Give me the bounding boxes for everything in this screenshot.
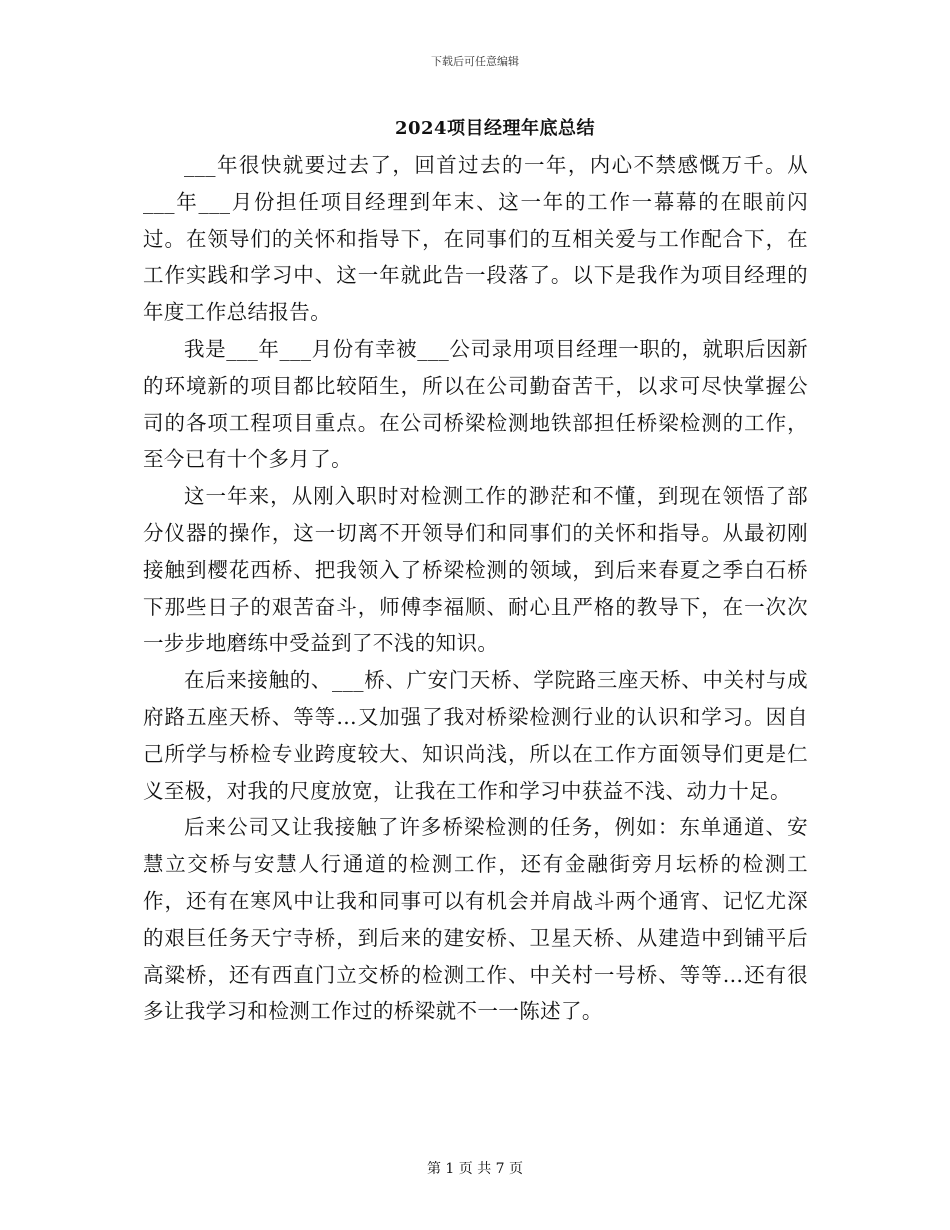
paragraph: ___年很快就要过去了，回首过去的一年，内心不禁感慨万千。从___年___月份担任项目经理到年末、这一年的工作一幕幕的在眼前闪过。在领导们的关怀和指导下，在同事们的互相关爱与工作配合下，在工作实践和学习中、这一年就此告一段落了。以下是我作为项目经理的年度工作总结报告。: [143, 153, 808, 325]
paragraph: 这一年来，从刚入职时对检测工作的渺茫和不懂，到现在领悟了部分仪器的操作，这一切离不开领导们和同事们的关怀和指导。从最初刚接触到樱花西桥、把我领入了桥梁检测的领域，到后来春夏之季白石桥下那些日子的艰苦奋斗，师傅李福顺、耐心且严格的教导下，在一次次一步步地磨练中受益到了不浅的知识。: [143, 484, 808, 656]
page-number: 第 1 页 共 7 页: [426, 1161, 524, 1177]
paragraph: 我是___年___月份有幸被___公司录用项目经理一职的，就职后因新的环境新的项目都比较陌生，所以在公司勤奋苦干，以求可尽快掌握公司的各项工程项目重点。在公司桥梁检测地铁部担任桥梁检测的工作，至今已有十个多月了。: [143, 336, 808, 472]
document-body: [143, 147, 808, 1030]
paragraph: 后来公司又让我接触了许多桥梁检测的任务，例如：东单通道、安慧立交桥与安慧人行通道的检测工作，还有金融街旁月坛桥的检测工作，还有在寒风中让我和同事可以有机会并肩战斗两个通宵、记忆尤深的艰巨任务天宁寺桥，到后来的建安桥、卫星天桥、从建造中到铺平后高粱桥，还有西直门立交桥的检测工作、中关村一号桥、等等…还有很多让我学习和检测工作过的桥梁就不一一陈述了。: [143, 815, 808, 1024]
paragraph: 在后来接触的、___桥、广安门天桥、学院路三座天桥、中关村与成府路五座天桥、等等…又加强了我对桥梁检测行业的认识和学习。因自己所学与桥检专业跨度较大、知识尚浅，所以在工作方面领导们更是仁义至极，对我的尺度放宽，让我在工作和学习中获益不浅、动力十足。: [143, 668, 808, 803]
document-title: 2024项目经理年底总结: [394, 118, 596, 139]
page-header-note: 下载后可任意编辑: [431, 55, 519, 68]
